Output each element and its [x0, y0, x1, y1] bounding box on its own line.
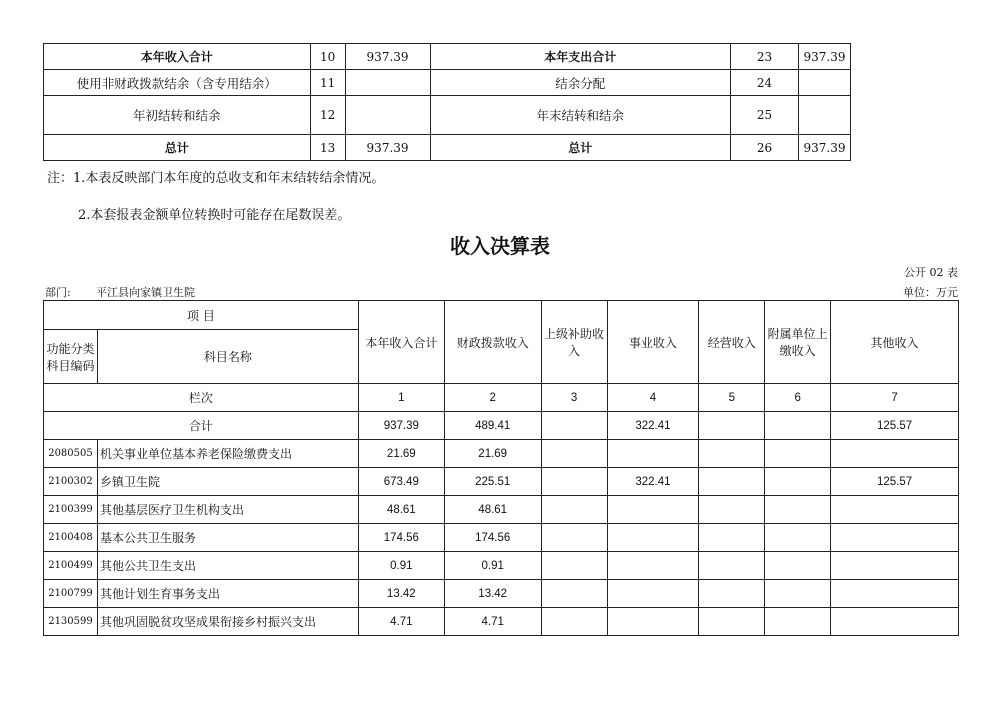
row-name: 其他巩固脱贫攻坚成果衔接乡村振兴支出: [97, 608, 358, 636]
column-index-row: [44, 384, 959, 412]
column-number: 2: [444, 384, 541, 412]
row-value: [607, 608, 699, 636]
row-value: [765, 468, 831, 496]
row-value: [541, 496, 607, 524]
column-number: 6: [765, 384, 831, 412]
column-header: 经营收入: [699, 301, 765, 384]
summary-right-no: 24: [731, 70, 799, 96]
row-value: 322.41: [607, 468, 699, 496]
row-value: [607, 580, 699, 608]
summary-right-no: 26: [731, 135, 799, 161]
row-value: 13.42: [444, 580, 541, 608]
summary-left-value: 937.39: [345, 44, 430, 70]
row-value: [765, 524, 831, 552]
row-value: [699, 524, 765, 552]
summary-left-label: 使用非财政拨款结余（含专用结余）: [44, 70, 311, 96]
summary-left-label: 本年收入合计: [44, 44, 311, 70]
table-row: [44, 468, 959, 496]
total-label: 合计: [44, 412, 359, 440]
row-name: 机关事业单位基本养老保险缴费支出: [97, 440, 358, 468]
row-value: [831, 580, 959, 608]
row-code: 2130599: [44, 608, 98, 636]
total-value: 937.39: [358, 412, 444, 440]
row-value: [765, 440, 831, 468]
row-code: 2080505: [44, 440, 98, 468]
total-value: [699, 412, 765, 440]
summary-right-value: 937.39: [798, 135, 850, 161]
summary-left-no: 13: [310, 135, 345, 161]
column-number: 4: [607, 384, 699, 412]
row-name: 乡镇卫生院: [97, 468, 358, 496]
row-value: [541, 552, 607, 580]
row-value: [699, 440, 765, 468]
row-value: [831, 552, 959, 580]
summary-right-label: 年末结转和结余: [430, 96, 731, 135]
summary-row: [44, 44, 851, 70]
summary-right-label: 总计: [430, 135, 731, 161]
income-table-body: [44, 301, 959, 440]
row-value: 48.61: [444, 496, 541, 524]
row-value: [699, 580, 765, 608]
row-value: [607, 440, 699, 468]
row-value: [765, 496, 831, 524]
table-row: [44, 496, 959, 524]
summary-left-value: [345, 70, 430, 96]
row-code: 2100499: [44, 552, 98, 580]
summary-left-value: 937.39: [345, 135, 430, 161]
row-value: 0.91: [444, 552, 541, 580]
total-row: [44, 412, 959, 440]
row-value: [699, 608, 765, 636]
table-row: [44, 608, 959, 636]
row-value: [831, 524, 959, 552]
row-value: 13.42: [358, 580, 444, 608]
unit-label: 单位：万元: [903, 286, 958, 299]
summary-right-no: 25: [731, 96, 799, 135]
summary-table-body: [44, 44, 851, 161]
row-value: [541, 608, 607, 636]
column-number: 5: [699, 384, 765, 412]
summary-right-label: 结余分配: [430, 70, 731, 96]
header-subject: 科目名称: [97, 330, 358, 384]
summary-left-no: 12: [310, 96, 345, 135]
row-value: [607, 524, 699, 552]
summary-right-value: 937.39: [798, 44, 850, 70]
column-header: 附属单位上缴收入: [765, 301, 831, 384]
column-header: 上级补助收入: [541, 301, 607, 384]
row-value: [765, 552, 831, 580]
column-header: 事业收入: [607, 301, 699, 384]
total-value: 125.57: [831, 412, 959, 440]
row-value: [831, 440, 959, 468]
note-line-1: 注：1.本表反映部门本年度的总收支和年末结转结余情况。: [47, 171, 385, 186]
summary-left-no: 10: [310, 44, 345, 70]
summary-row: [44, 135, 851, 161]
table-row: [44, 440, 959, 468]
summary-left-label: 年初结转和结余: [44, 96, 311, 135]
row-name: 其他基层医疗卫生机构支出: [97, 496, 358, 524]
row-code: 2100302: [44, 468, 98, 496]
header-code: 功能分类科目编码: [44, 330, 98, 384]
total-value: 489.41: [444, 412, 541, 440]
row-value: [699, 496, 765, 524]
row-value: [765, 608, 831, 636]
total-value: [541, 412, 607, 440]
summary-right-no: 23: [731, 44, 799, 70]
row-value: [607, 496, 699, 524]
summary-row: [44, 96, 851, 135]
column-number: 7: [831, 384, 959, 412]
row-value: [831, 608, 959, 636]
table-row: [44, 524, 959, 552]
row-code: 2100399: [44, 496, 98, 524]
row-value: 21.69: [358, 440, 444, 468]
row-value: 673.49: [358, 468, 444, 496]
summary-row: [44, 70, 851, 96]
income-table: [43, 300, 959, 636]
total-value: 322.41: [607, 412, 699, 440]
column-header: 财政拨款收入: [444, 301, 541, 384]
row-name: 其他计划生育事务支出: [97, 580, 358, 608]
row-value: 48.61: [358, 496, 444, 524]
row-code: 2100799: [44, 580, 98, 608]
table-row: [44, 552, 959, 580]
total-value: [765, 412, 831, 440]
row-name: 其他公共卫生支出: [97, 552, 358, 580]
row-value: [699, 468, 765, 496]
form-number: 公开 02 表: [904, 266, 958, 279]
note-line-2: 2.本套报表金额单位转换时可能存在尾数误差。: [78, 208, 351, 223]
income-data-rows: [44, 440, 959, 636]
department-label: 部门:: [45, 286, 71, 299]
summary-right-value: [798, 96, 850, 135]
summary-left-no: 11: [310, 70, 345, 96]
row-value: 125.57: [831, 468, 959, 496]
row-value: 174.56: [444, 524, 541, 552]
row-value: [699, 552, 765, 580]
row-value: 4.71: [358, 608, 444, 636]
column-index-label: 栏次: [44, 384, 359, 412]
row-value: [541, 440, 607, 468]
row-value: [541, 580, 607, 608]
summary-table: [43, 43, 851, 161]
row-code: 2100408: [44, 524, 98, 552]
table-row: [44, 580, 959, 608]
row-value: 4.71: [444, 608, 541, 636]
row-name: 基本公共卫生服务: [97, 524, 358, 552]
row-value: [541, 468, 607, 496]
summary-left-value: [345, 96, 430, 135]
summary-left-label: 总计: [44, 135, 311, 161]
page-title: 收入决算表: [450, 234, 550, 258]
column-header: 其他收入: [831, 301, 959, 384]
row-value: 21.69: [444, 440, 541, 468]
row-value: [541, 524, 607, 552]
summary-right-value: [798, 70, 850, 96]
header-item: 项 目: [44, 301, 359, 330]
department-name: 平江县向家镇卫生院: [96, 286, 195, 299]
header-row: [44, 301, 959, 330]
column-number: 3: [541, 384, 607, 412]
column-header: 本年收入合计: [358, 301, 444, 384]
column-number: 1: [358, 384, 444, 412]
row-value: [765, 580, 831, 608]
row-value: 0.91: [358, 552, 444, 580]
row-value: [607, 552, 699, 580]
row-value: [831, 496, 959, 524]
row-value: 225.51: [444, 468, 541, 496]
summary-right-label: 本年支出合计: [430, 44, 731, 70]
row-value: 174.56: [358, 524, 444, 552]
